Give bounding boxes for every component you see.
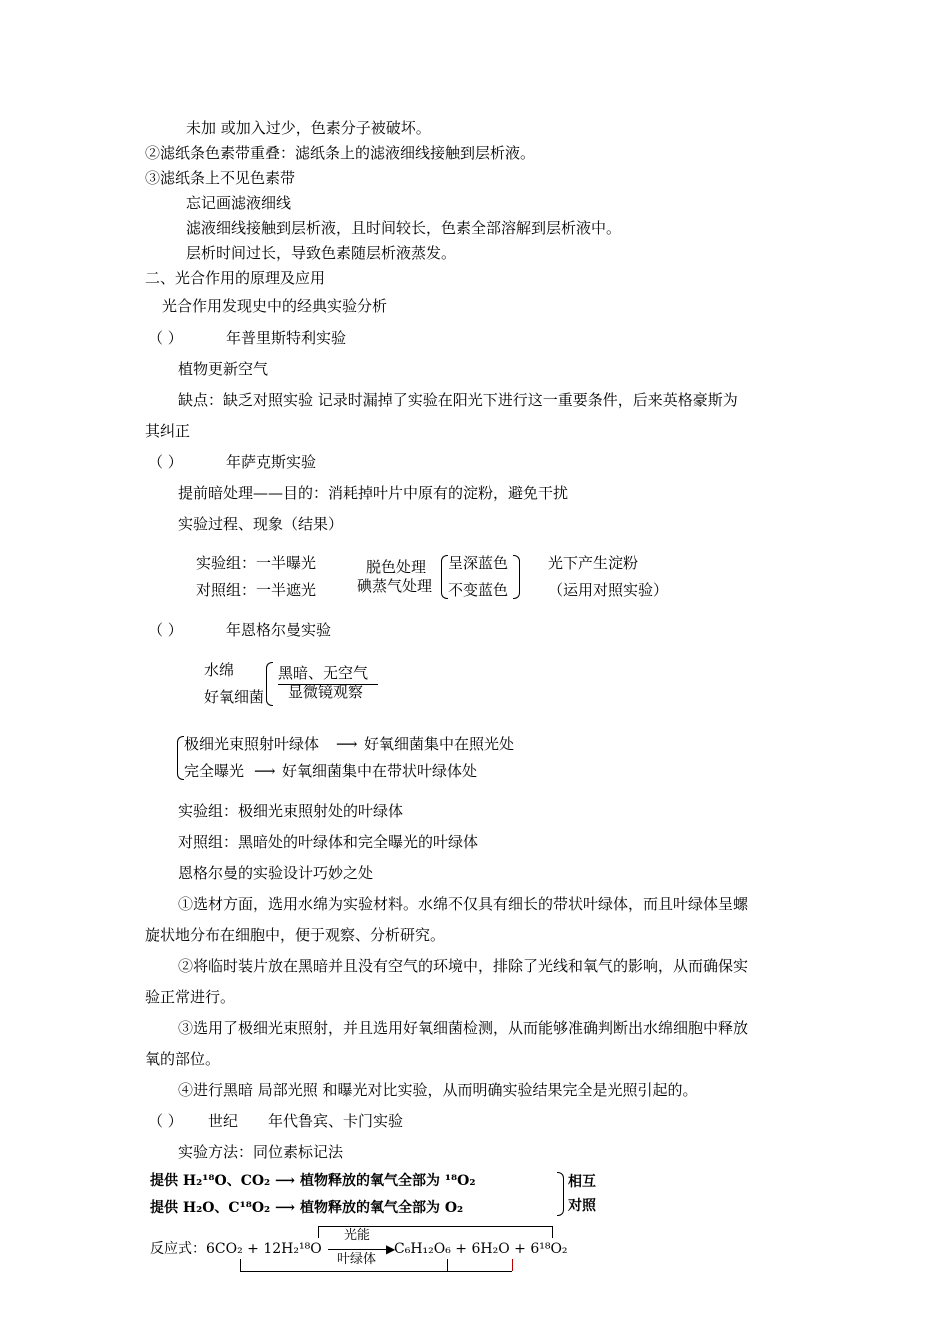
text-line: 缺点：缺乏对照实验 记录时漏掉了实验在阳光下进行这一重要条件，后来英格豪斯为 — [178, 391, 738, 409]
text-line: 滤液细线接触到层析液，且时间较长，色素全部溶解到层析液中。 — [186, 219, 622, 237]
connector — [240, 1259, 241, 1271]
connector — [240, 1271, 512, 1272]
brace — [441, 555, 448, 599]
text-line: ③选用了极细光束照射，并且选用好氧细菌检测，从而能够准确判断出水绵细胞中释放 — [178, 1019, 749, 1037]
eq-bottom: 叶绿体 — [337, 1252, 377, 1267]
eng-r1b: 好氧细菌集中在照光处 — [364, 735, 515, 753]
arrow-icon: ⟶ — [254, 762, 276, 780]
brace — [513, 555, 520, 599]
text-line: ②将临时装片放在黑暗并且没有空气的环境中，排除了光线和氧气的影响，从而确保实 — [178, 957, 749, 975]
eq-top: 光能 — [344, 1228, 371, 1243]
text-line: ④进行黑暗 局部光照 和曝光对比实验，从而明确实验结果完全是光照引起的。 — [178, 1081, 698, 1099]
text-line: 氧的部位。 — [145, 1050, 221, 1068]
connector — [512, 1259, 513, 1271]
text-line: 植物更新空气 — [178, 360, 269, 378]
eng-r2: 完全曝光 — [184, 762, 245, 780]
ruben-t1: 提供 H₂¹⁸O、CO₂ ⟶ 植物释放的氧气全部为 ¹⁸O₂ — [150, 1173, 476, 1189]
eq-left: 反应式：6CO₂ + 12H₂¹⁸O — [150, 1241, 322, 1257]
paren: （ ） — [148, 1112, 183, 1130]
text-line: 恩格尔曼的实验设计巧妙之处 — [178, 864, 374, 882]
sachs-proc1: 脱色处理 — [366, 558, 427, 576]
text-line: 实验方法：同位素标记法 — [178, 1143, 344, 1161]
text-line: ②滤纸条色素带重叠：滤纸条上的滤液细线接触到层析液。 — [145, 144, 536, 162]
eng-m2: 好氧细菌 — [204, 688, 265, 706]
text-line: 年普里斯特利实验 — [226, 329, 347, 347]
eq-right: C₆H₁₂O₆ + 6H₂O + 6¹⁸O₂ — [394, 1241, 568, 1257]
text-line: 层析时间过长，导致色素随层析液蒸发。 — [186, 244, 457, 262]
sachs-res2: 不变蓝色 — [448, 581, 509, 599]
text-line: 忘记画滤液细线 — [186, 194, 292, 212]
sachs-ctrl: 对照组：一半遮光 — [196, 581, 317, 599]
text-line: 光合作用发现史中的经典实验分析 — [162, 297, 388, 315]
sachs-exp: 实验组：一半曝光 — [196, 554, 317, 572]
paren: （ ） — [148, 621, 183, 639]
ruben-mutual: 相互 — [568, 1174, 596, 1190]
eng-r2b: 好氧细菌集中在带状叶绿体处 — [282, 762, 478, 780]
text-line: 年恩格尔曼实验 — [226, 621, 332, 639]
text-line: 世纪 — [208, 1112, 239, 1130]
sachs-concl2: （运用对照实验） — [548, 581, 669, 599]
connector — [318, 1226, 319, 1238]
arrow-icon: ⟶ — [336, 735, 358, 753]
eng-c2: 显微镜观察 — [288, 683, 364, 701]
text-line: ①选材方面，选用水绵为实验材料。水绵不仅具有细长的带状叶绿体，而且叶绿体呈螺 — [178, 895, 749, 913]
sachs-res1: 呈深蓝色 — [448, 554, 509, 572]
text-line: 旋状地分布在细胞中，便于观察、分析研究。 — [145, 926, 446, 944]
eng-m1: 水绵 — [204, 661, 235, 679]
ruben-t2: 提供 H₂O、C¹⁸O₂ ⟶ 植物释放的氧气全部为 O₂ — [150, 1200, 464, 1216]
text-line: 其纠正 — [145, 422, 191, 440]
paren: （ ） — [148, 453, 183, 471]
connector — [447, 1259, 448, 1271]
text-line: 年代鲁宾、卡门实验 — [268, 1112, 404, 1130]
text-line: 实验过程、现象（结果） — [178, 515, 344, 533]
sachs-proc2: 碘蒸气处理 — [357, 577, 433, 595]
section-heading: 二、光合作用的原理及应用 — [145, 269, 326, 287]
text-line: 提前暗处理——目的：消耗掉叶片中原有的淀粉，避免干扰 — [178, 484, 569, 502]
sachs-concl1: 光下产生淀粉 — [548, 554, 639, 572]
text-line: 未加 或加入过少，色素分子被破坏。 — [186, 119, 431, 137]
text-line: ③滤纸条上不见色素带 — [145, 169, 296, 187]
brace — [266, 662, 273, 706]
text-line: 实验组：极细光束照射处的叶绿体 — [178, 802, 404, 820]
eng-r1: 极细光束照射叶绿体 — [184, 735, 320, 753]
brace — [177, 736, 184, 780]
text-line: 对照组：黑暗处的叶绿体和完全曝光的叶绿体 — [178, 833, 479, 851]
connector — [552, 1226, 553, 1238]
paren: （ ） — [148, 329, 183, 347]
connector — [318, 1226, 552, 1227]
ruben-contrast: 对照 — [568, 1198, 596, 1214]
eng-c1: 黑暗、无空气 — [278, 664, 369, 682]
text-line: 年萨克斯实验 — [226, 453, 317, 471]
brace — [557, 1172, 564, 1216]
arrow-icon: ▶ — [386, 1242, 396, 1256]
text-line: 验正常进行。 — [145, 988, 236, 1006]
